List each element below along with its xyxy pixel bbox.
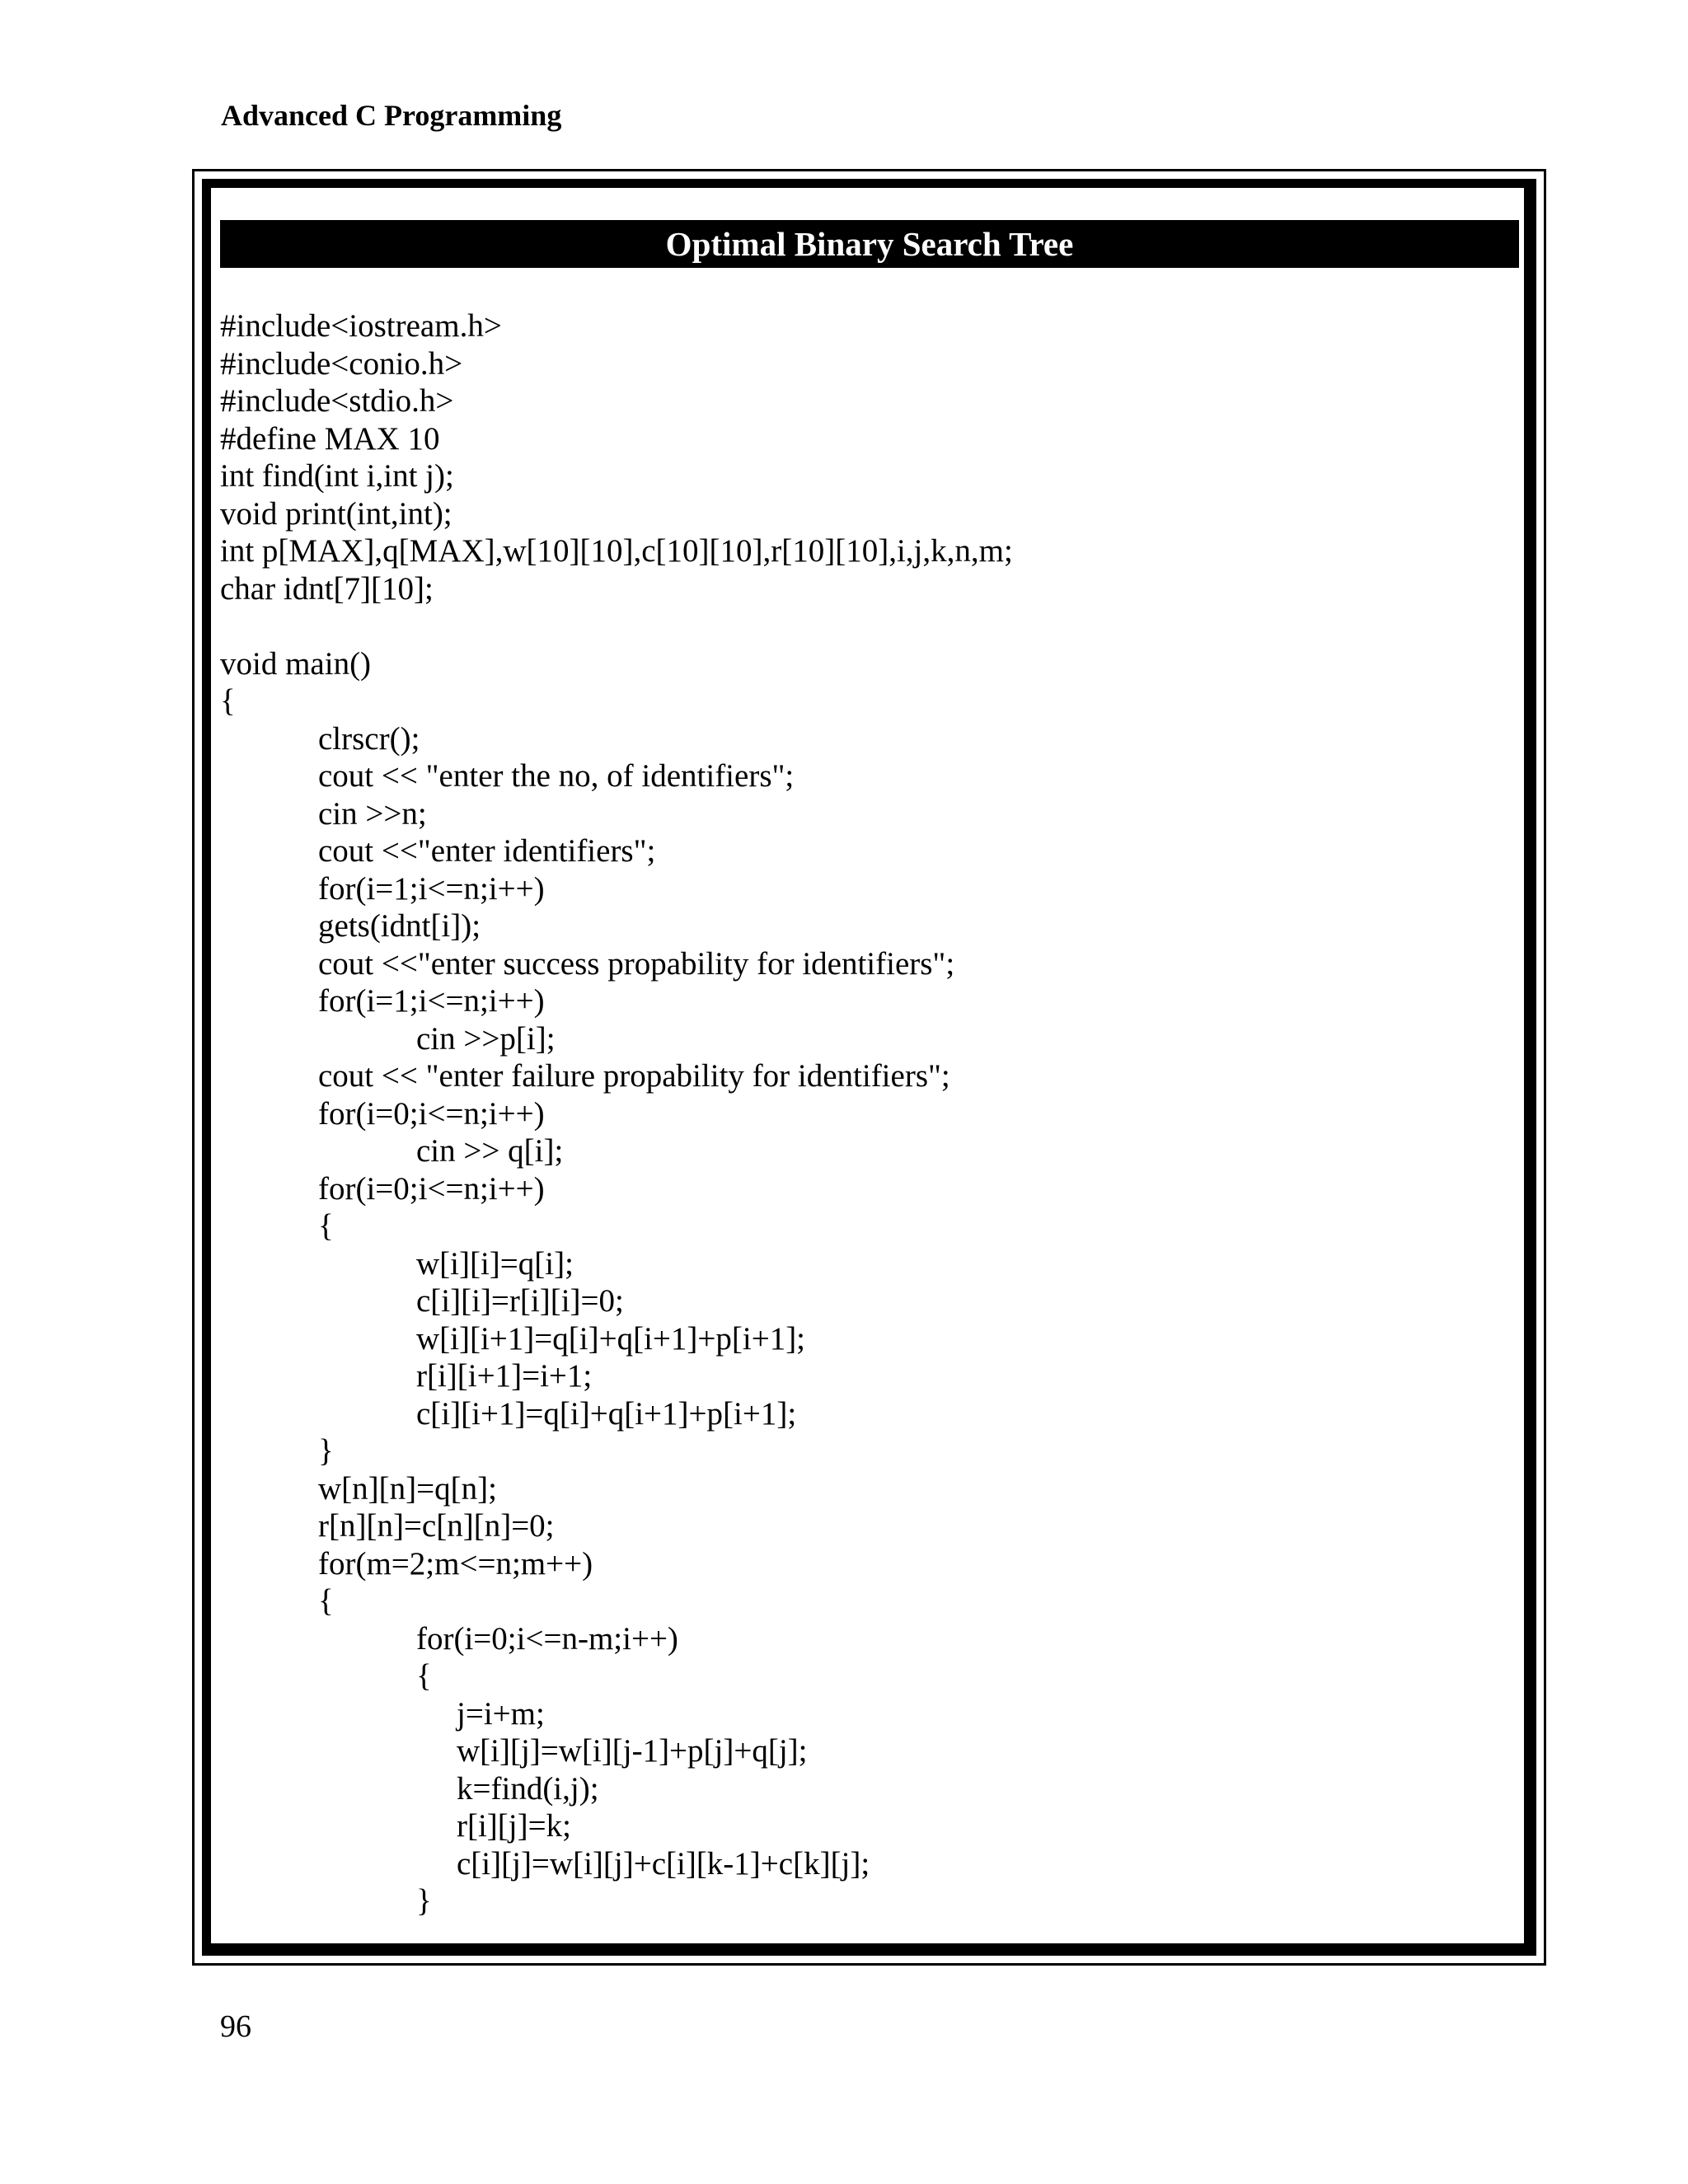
running-header: Advanced C Programming	[221, 99, 562, 132]
code-line: for(m=2;m<=n;m++)	[318, 1545, 593, 1582]
code-line: int find(int i,int j);	[220, 458, 454, 494]
code-line: {	[318, 1583, 334, 1619]
code-line: r[i][i+1]=i+1;	[416, 1358, 593, 1394]
code-line: w[i][i+1]=q[i]+q[i+1]+p[i+1];	[416, 1320, 806, 1357]
code-line: {	[416, 1658, 432, 1694]
code-line: for(i=0;i<=n;i++)	[318, 1095, 545, 1132]
code-line: cout <<"enter identifiers";	[318, 833, 656, 869]
code-line: j=i+m;	[457, 1695, 545, 1732]
code-line: c[i][i+1]=q[i]+q[i+1]+p[i+1];	[416, 1395, 797, 1432]
code-listing	[220, 307, 1506, 1920]
code-line: void print(int,int);	[220, 495, 452, 532]
code-line: #include<iostream.h>	[220, 308, 502, 344]
page-number: 96	[220, 2009, 251, 2044]
code-line: w[i][j]=w[i][j-1]+p[j]+q[j];	[457, 1733, 808, 1769]
code-line: clrscr();	[318, 720, 420, 757]
code-line: for(i=1;i<=n;i++)	[318, 983, 545, 1019]
code-line: {	[318, 1208, 334, 1244]
code-line: r[i][j]=k;	[457, 1808, 571, 1844]
code-line: gets(idnt[i]);	[318, 908, 481, 944]
code-line: w[i][i]=q[i];	[416, 1245, 574, 1282]
code-line: cout << "enter failure propability for identifiers";	[318, 1058, 950, 1094]
code-line: cout <<"enter success propability for identifiers";	[318, 945, 955, 982]
code-line: char idnt[7][10];	[220, 570, 434, 607]
code-line: r[n][n]=c[n][n]=0;	[318, 1508, 555, 1544]
code-line: void main()	[220, 645, 372, 682]
code-line	[220, 607, 1506, 645]
code-line: cout << "enter the no, of identifiers";	[318, 758, 795, 794]
box-title: Optimal Binary Search Tree	[220, 220, 1519, 268]
code-line: int p[MAX],q[MAX],w[10][10],c[10][10],r[10][10],i,j,k,n,m;	[220, 533, 1013, 569]
code-line: #include<conio.h>	[220, 345, 463, 382]
code-line: k=find(i,j);	[457, 1770, 599, 1807]
code-line: for(i=1;i<=n;i++)	[318, 870, 545, 907]
code-line: cin >> q[i];	[416, 1133, 564, 1169]
code-line: #define MAX 10	[220, 420, 440, 457]
code-line: }	[318, 1433, 334, 1469]
code-line: w[n][n]=q[n];	[318, 1470, 497, 1507]
code-line: cin >>p[i];	[416, 1020, 556, 1057]
code-line: {	[220, 683, 236, 719]
code-line: for(i=0;i<=n-m;i++)	[416, 1620, 678, 1657]
code-line: c[i][i]=r[i][i]=0;	[416, 1283, 624, 1319]
code-line: c[i][j]=w[i][j]+c[i][k-1]+c[k][j];	[457, 1845, 870, 1882]
code-line: for(i=0;i<=n;i++)	[318, 1170, 545, 1207]
code-line: cin >>n;	[318, 795, 427, 832]
code-line: #include<stdio.h>	[220, 383, 454, 419]
code-line: }	[416, 1883, 432, 1919]
